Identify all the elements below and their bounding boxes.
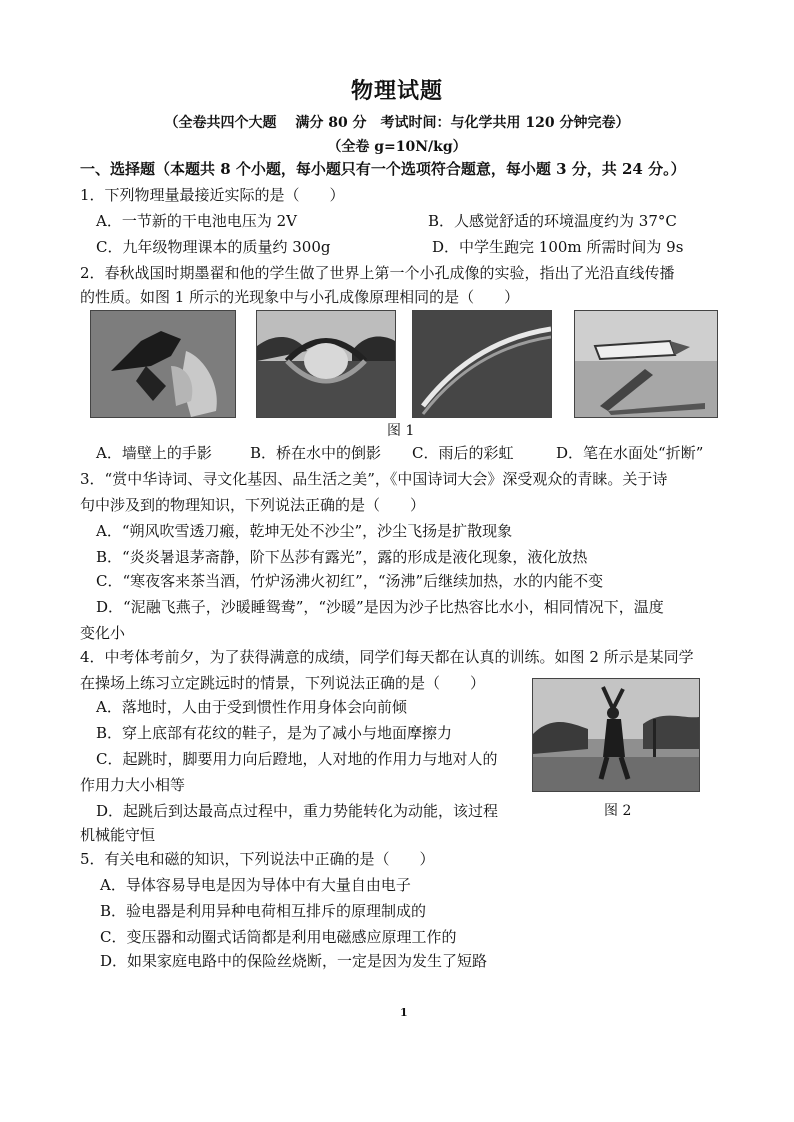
q1-option-c: C．九年级物理课本的质量约 300g xyxy=(96,238,331,256)
q3-option-c: C．“寒夜客来茶当酒，竹炉汤沸火初红”，“汤沸”后继续加热，水的内能不变 xyxy=(96,572,604,590)
q1-option-b: B．人感觉舒适的环境温度约为 37°C xyxy=(428,212,677,230)
q2-stem-line1: 2．春秋战国时期墨翟和他的学生做了世界上第一个小孔成像的实验，指出了光沿直线传播 xyxy=(80,264,675,282)
section-heading: 一、选择题（本题共 8 个小题，每小题只有一个选项符合题意，每小题 3 分，共 24 分。） xyxy=(80,160,686,178)
q4-option-a: A．落地时，人由于受到惯性作用身体会向前倾 xyxy=(96,698,407,716)
q1-stem: 1．下列物理量最接近实际的是（ ） xyxy=(80,186,345,204)
q1-option-a: A．一节新的干电池电压为 2V xyxy=(96,212,297,230)
page-title: 物理试题 xyxy=(350,78,443,104)
q4-option-d-line1: D．起跳后到达最高点过程中，重力势能转化为动能，该过程 xyxy=(96,802,499,820)
q2-option-c: C．雨后的彩虹 xyxy=(412,444,514,462)
figure2-long-jump-photo xyxy=(532,678,700,792)
q3-option-d-line2: 变化小 xyxy=(80,624,126,642)
q2-option-a: A．墙壁上的手影 xyxy=(96,444,212,462)
q5-option-b: B．验电器是利用异种电荷相互排斥的原理制成的 xyxy=(100,902,427,920)
q3-stem-line2: 句中涉及到的物理知识，下列说法正确的是（ ） xyxy=(80,496,426,514)
q4-stem-line1: 4．中考体考前夕，为了获得满意的成绩，同学们每天都在认真的训练。如图 2 所示是某同学 xyxy=(80,648,694,666)
q3-stem-line1: 3．“赏中华诗词、寻文化基因、品生活之美”，《中国诗词大会》深受观众的青睐。关于诗 xyxy=(80,470,668,488)
q4-option-d-line2: 机械能守恒 xyxy=(80,826,156,844)
figure1-rainbow-photo xyxy=(412,310,552,418)
figure1-caption: 图 1 xyxy=(387,423,415,439)
exam-info: （全卷共四个大题 满分 80 分 考试时间：与化学共用 120 分钟完卷） xyxy=(164,115,630,131)
q2-option-d: D．笔在水面处“折断” xyxy=(556,444,704,462)
q2-option-b: B．桥在水中的倒影 xyxy=(250,444,382,462)
q5-stem: 5．有关电和磁的知识，下列说法中正确的是（ ） xyxy=(80,850,435,868)
q4-option-b: B．穿上底部有花纹的鞋子，是为了减小与地面摩擦力 xyxy=(96,724,453,742)
q4-stem-line2: 在操场上练习立定跳远时的情景，下列说法正确的是（ ） xyxy=(80,674,486,692)
gravity-note: （全卷 g=10N/kg） xyxy=(327,139,467,155)
q2-stem-line2: 的性质。如图 1 所示的光现象中与小孔成像原理相同的是（ ） xyxy=(80,288,520,306)
figure1-bridge-reflection-photo xyxy=(256,310,396,418)
q1-option-d: D．中学生跑完 100m 所需时间为 9s xyxy=(432,238,684,256)
q5-option-c: C．变压器和动圈式话筒都是利用电磁感应原理工作的 xyxy=(100,928,457,946)
q3-option-a: A．“朔风吹雪透刀瘢，乾坤无处不沙尘”，沙尘飞扬是扩散现象 xyxy=(96,522,513,540)
figure2-caption: 图 2 xyxy=(604,803,632,819)
figure1-bent-pencil-photo xyxy=(574,310,718,418)
page-number: 1 xyxy=(400,1006,408,1019)
q5-option-d: D．如果家庭电路中的保险丝烧断，一定是因为发生了短路 xyxy=(100,952,488,970)
q3-option-b: B．“炎炎暑退茅斋静，阶下丛莎有露光”，露的形成是液化现象，液化放热 xyxy=(96,548,588,566)
q3-option-d-line1: D．“泥融飞燕子，沙暖睡鸳鸯”，“沙暖”是因为沙子比热容比水小，相同情况下，温度 xyxy=(96,598,664,616)
figure1-hand-shadow-photo xyxy=(90,310,236,418)
q4-option-c-line2: 作用力大小相等 xyxy=(80,776,186,794)
q4-option-c-line1: C．起跳时，脚要用力向后蹬地，人对地的作用力与地对人的 xyxy=(96,750,498,768)
q5-option-a: A．导体容易导电是因为导体中有大量自由电子 xyxy=(100,876,411,894)
